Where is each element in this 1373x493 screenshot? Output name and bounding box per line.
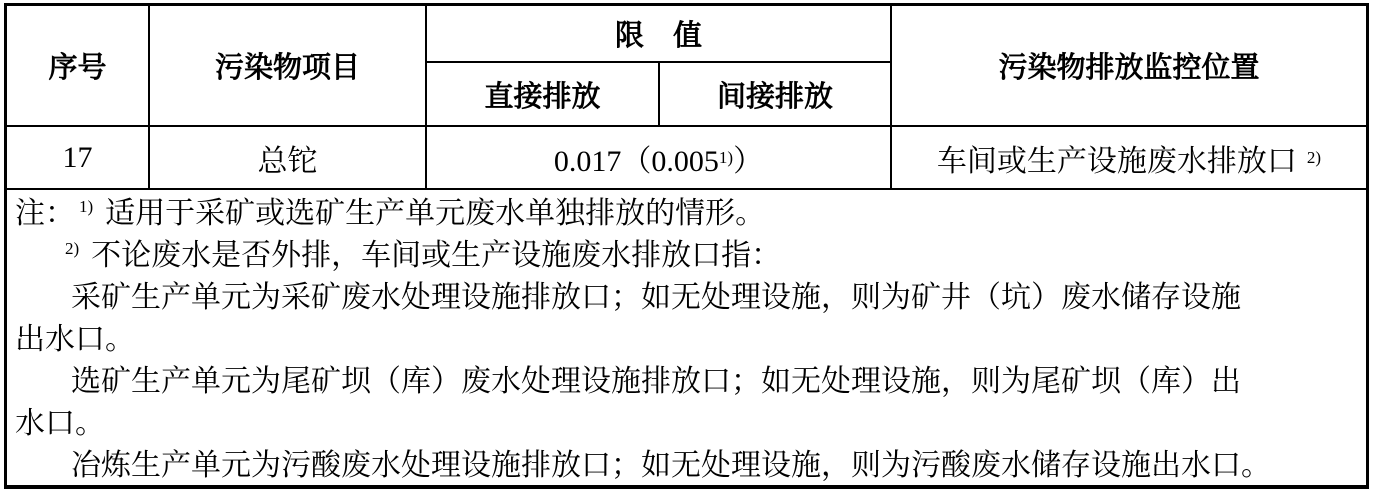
header-group-limit xyxy=(427,6,892,125)
header-cell-monitoring-location xyxy=(892,6,1366,125)
footnote-marker-1: 1) xyxy=(79,197,94,216)
cell-monitoring-location: 车间或生产设施废水排放口 2) xyxy=(892,127,1366,188)
note-line-3 xyxy=(15,277,1358,319)
header-limit-subrow xyxy=(427,63,890,125)
header-label-pollutant: 污染物项目 xyxy=(214,52,360,84)
header-cell-serial-number xyxy=(7,6,150,125)
limits-table xyxy=(4,3,1369,489)
header-cell-indirect-discharge xyxy=(660,63,890,125)
note-text-5: 选矿生产单元为尾矿坝（库）废水处理设施排放口；如无处理设施，则为尾矿坝（库）出 xyxy=(71,365,1241,398)
header-label-serial: 序号 xyxy=(48,52,107,84)
limit-value-close-paren: ） xyxy=(733,144,764,178)
header-cell-limit xyxy=(427,6,890,63)
note-text-3: 采矿生产单元为采矿废水处理设施排放口；如无处理设施，则为矿井（坑）废水储存设施 xyxy=(71,281,1241,314)
note-line-4 xyxy=(15,319,1358,361)
table-header-row xyxy=(7,6,1366,127)
serial-number-value: 17 xyxy=(62,140,93,174)
cell-limit-value: 0.017（0.005 1) ） xyxy=(427,127,892,188)
header-cell-direct-discharge xyxy=(427,63,660,125)
footnotes-section xyxy=(7,190,1366,485)
note-line-2 xyxy=(15,235,1358,277)
note-line-6 xyxy=(15,403,1358,445)
pollutant-name: 总铊 xyxy=(257,144,318,178)
note-line-7 xyxy=(15,445,1358,485)
cell-serial-number xyxy=(7,127,150,188)
notes-label: 注： xyxy=(15,197,75,230)
cell-pollutant xyxy=(150,127,427,188)
header-label-limit: 限 值 xyxy=(614,20,702,52)
note-text-6: 水口。 xyxy=(15,407,105,440)
note-line-1 xyxy=(15,193,1358,235)
note-text-2: 不论废水是否外排，车间或生产设施废水排放口指： xyxy=(91,239,782,272)
note-text-1: 适用于采矿或选矿生产单元废水单独排放的情形。 xyxy=(105,197,766,230)
monitoring-location-text: 车间或生产设施废水排放口 xyxy=(936,144,1297,178)
note-text-4: 出水口。 xyxy=(15,323,135,356)
table-row xyxy=(7,127,1366,190)
limit-value: 0.017（0.005 xyxy=(553,144,719,178)
header-label-direct: 直接排放 xyxy=(484,80,601,113)
header-label-indirect: 间接排放 xyxy=(716,80,833,113)
note-text-7: 冶炼生产单元为污酸废水处理设施排放口；如无处理设施，则为污酸废水储存设施出水口。 xyxy=(71,449,1271,482)
header-label-location: 污染物排放监控位置 xyxy=(998,52,1260,84)
note-line-5 xyxy=(15,361,1358,403)
header-cell-pollutant xyxy=(150,6,427,125)
footnote-marker-2: 2) xyxy=(65,239,80,258)
